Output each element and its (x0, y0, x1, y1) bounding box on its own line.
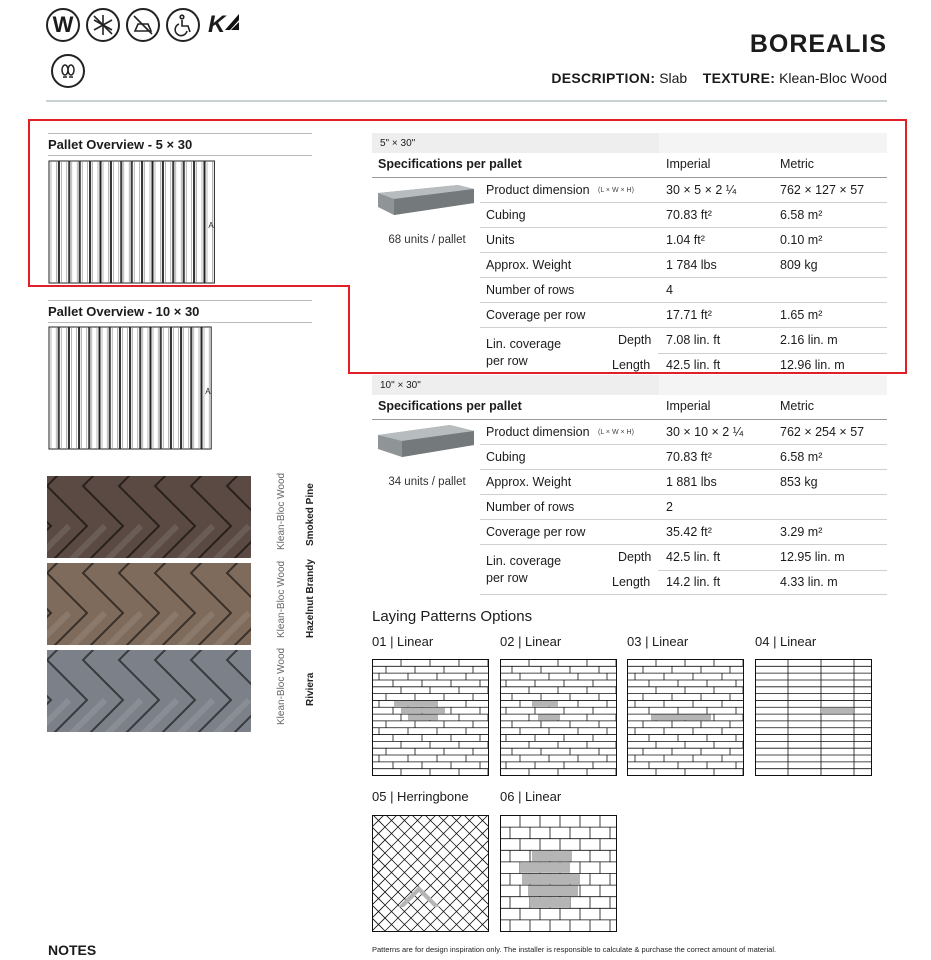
notes-heading: NOTES (48, 942, 97, 958)
w-letter: W (52, 12, 74, 37)
lin-coverage-row (480, 328, 887, 378)
slab-image (376, 421, 476, 463)
spec-imperial: 35.42 ft² (666, 525, 712, 539)
laying-patterns-title: Laying Patterns Options (372, 608, 533, 625)
highlight-box-step (28, 285, 350, 287)
col-metric: Metric (780, 399, 815, 413)
size-bar (372, 133, 887, 153)
spec-imperial: 70.83 ft² (666, 450, 712, 464)
description-value: Slab (659, 70, 688, 86)
lin-coverage-row (480, 545, 887, 595)
spec-imperial: 1.04 ft² (666, 233, 705, 247)
spec-header-row (372, 153, 887, 178)
spec-row-label: Product dimension (486, 425, 590, 439)
swatch-texture-label: Klean-Bloc Wood (276, 472, 287, 550)
lin-label-2: per row (486, 571, 528, 585)
pallet-overview-title-1: Pallet Overview - 5 × 30 (48, 133, 312, 156)
lin-length-imperial: 14.2 lin. ft (666, 575, 721, 589)
snowflake-icon (86, 8, 120, 42)
lin-depth-metric: 2.16 lin. m (780, 333, 838, 347)
spec-metric: 6.58 m² (780, 208, 823, 222)
svg-text:A: A (208, 221, 214, 230)
pallet-diagram-2 (48, 326, 213, 450)
lin-length-metric: 4.33 lin. m (780, 575, 838, 589)
lin-length-metric: 12.96 lin. m (780, 358, 845, 372)
spec-row-label: Units (486, 233, 515, 247)
spec-metric: 762 × 127 × 57 (780, 183, 865, 197)
spec-metric: 0.10 m² (780, 233, 823, 247)
pattern-03-linear (627, 659, 744, 776)
spec-row-label: Number of rows (486, 283, 575, 297)
spec-row (480, 445, 887, 470)
spec-metric: 809 kg (780, 258, 818, 272)
spec-imperial: 1 784 lbs (666, 258, 717, 272)
spec-row (480, 420, 887, 445)
spec-imperial: 17.71 ft² (666, 308, 712, 322)
certification-icons (46, 8, 241, 42)
spec-table-10x30 (372, 375, 887, 595)
spec-metric: 3.29 m² (780, 525, 823, 539)
lin-length-label: Length (612, 358, 651, 372)
size-bar (372, 375, 887, 395)
texture-value: Klean-Bloc Wood (779, 70, 887, 86)
spec-row-label: Approx. Weight (486, 258, 572, 272)
product-description (551, 70, 887, 86)
spec-row (480, 303, 887, 328)
spec-row-sub: (L × W × H) (598, 429, 634, 436)
spec-table-5x30 (372, 133, 887, 373)
spec-row (480, 178, 887, 203)
lin-length-label: Length (612, 575, 651, 589)
lin-label-1: Lin. coverage (486, 337, 562, 351)
svg-text:A: A (205, 387, 211, 396)
spec-imperial: 30 × 10 × 2 ¼ (666, 425, 744, 439)
spec-row-label: Coverage per row (486, 308, 586, 322)
spec-row (480, 278, 887, 303)
spec-row-label: Cubing (486, 208, 526, 222)
spec-row (480, 203, 887, 228)
spec-row (480, 253, 887, 278)
pallet-diagram-1 (48, 160, 216, 284)
pattern-label: 02 | Linear (500, 634, 562, 649)
col-imperial: Imperial (666, 157, 711, 171)
spec-imperial: 4 (666, 283, 673, 297)
spec-imperial: 1 881 lbs (666, 475, 717, 489)
spec-row (480, 470, 887, 495)
spec-row (480, 228, 887, 253)
col-metric: Metric (780, 157, 815, 171)
swatch-hazelnut-brandy (47, 563, 251, 645)
pattern-06-linear (500, 815, 617, 932)
spec-imperial: 2 (666, 500, 673, 514)
spec-imperial: 70.83 ft² (666, 208, 712, 222)
product-title: BOREALIS (749, 30, 887, 58)
footnote: Patterns are for design inspiration only. The installer is responsible to calculate & purchase the correct amount of material. (372, 945, 777, 954)
pattern-label: 06 | Linear (500, 789, 562, 804)
slab-image (376, 179, 476, 221)
units-per-pallet: 34 units / pallet (388, 476, 466, 488)
size-label: 5" × 30" (380, 138, 416, 149)
swatch-riviera (47, 650, 251, 732)
footprint-icon (51, 54, 85, 88)
header-divider (46, 100, 887, 102)
spec-row-label: Number of rows (486, 500, 575, 514)
spec-row-label: Product dimension (486, 183, 590, 197)
spec-row (480, 495, 887, 520)
swatch-texture-label: Klean-Bloc Wood (276, 647, 287, 725)
spec-metric: 853 kg (780, 475, 818, 489)
spec-header: Specifications per pallet (378, 157, 522, 171)
lin-label-1: Lin. coverage (486, 554, 562, 568)
pattern-label: 04 | Linear (755, 634, 817, 649)
swatch-smoked-pine (47, 476, 251, 558)
pallet-overview-title-2: Pallet Overview - 10 × 30 (48, 300, 312, 323)
spec-metric: 1.65 m² (780, 308, 823, 322)
spec-row-sub: (L × W × H) (598, 187, 634, 194)
swatch-name-label: Riviera (305, 672, 316, 706)
size-label: 10" × 30" (380, 380, 421, 391)
spec-header-row (372, 395, 887, 420)
lin-depth-imperial: 42.5 lin. ft (666, 550, 721, 564)
accessible-icon (166, 8, 200, 42)
lin-length-imperial: 42.5 lin. ft (666, 358, 721, 372)
spec-metric: 6.58 m² (780, 450, 823, 464)
pattern-label: 03 | Linear (627, 634, 689, 649)
lin-depth-label: Depth (618, 550, 652, 564)
spec-row-label: Coverage per row (486, 525, 586, 539)
description-label: DESCRIPTION: (551, 70, 656, 86)
lin-label-2: per row (486, 354, 528, 368)
lin-depth-metric: 12.95 lin. m (780, 550, 845, 564)
pattern-label: 05 | Herringbone (372, 789, 469, 804)
swatch-name-label: Hazelnut Brandy (305, 559, 316, 638)
lin-depth-label: Depth (618, 333, 652, 347)
winter-w-icon (46, 8, 80, 42)
no-deicing-icon (126, 8, 160, 42)
pattern-01-linear (372, 659, 489, 776)
spec-imperial: 30 × 5 × 2 ¼ (666, 183, 737, 197)
spec-metric: 762 × 254 × 57 (780, 425, 865, 439)
lin-depth-imperial: 7.08 lin. ft (666, 333, 721, 347)
spec-row-label: Cubing (486, 450, 526, 464)
swatch-name-label: Smoked Pine (305, 483, 316, 546)
units-per-pallet: 68 units / pallet (388, 234, 466, 246)
texture-label: TEXTURE: (702, 70, 776, 86)
pattern-05-herringbone (372, 815, 489, 932)
spec-row (480, 520, 887, 545)
col-imperial: Imperial (666, 399, 711, 413)
kb-logo: K (208, 11, 241, 39)
swatch-texture-label: Klean-Bloc Wood (276, 560, 287, 638)
pattern-02-linear (500, 659, 617, 776)
pattern-label: 01 | Linear (372, 634, 434, 649)
pattern-04-linear (755, 659, 872, 776)
spec-row-label: Approx. Weight (486, 475, 572, 489)
spec-header: Specifications per pallet (378, 399, 522, 413)
